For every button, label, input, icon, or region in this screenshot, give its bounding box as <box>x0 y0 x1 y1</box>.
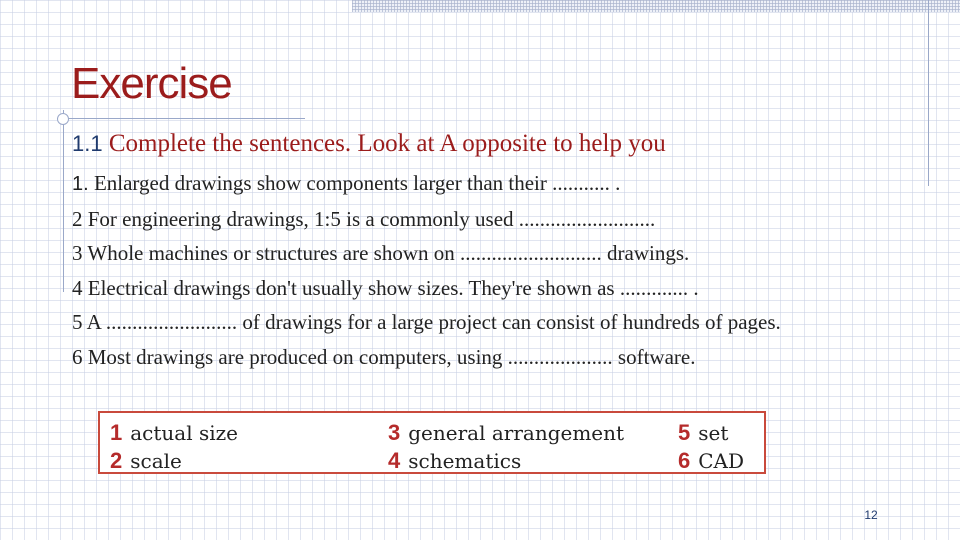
answer-word: CAD <box>698 449 745 473</box>
answer-item <box>110 447 182 475</box>
sentence-text: For engineering drawings, 1:5 is a commonly used .......................... <box>87 206 656 231</box>
left-decoration-line <box>63 110 64 292</box>
sentence-item <box>72 340 781 375</box>
sentence-number: 2 <box>72 206 83 231</box>
answer-word: scale <box>130 449 182 473</box>
sentence-number: 3 <box>72 241 83 266</box>
sentence-number: 1. <box>72 173 89 195</box>
answer-key-box <box>98 411 766 474</box>
sentence-item <box>72 236 781 271</box>
answer-number: 3 <box>388 420 401 445</box>
sentence-text: A ......................... of drawings for a large project can consist of hundreds of pages. <box>86 310 781 335</box>
decoration-circle-icon <box>57 113 69 125</box>
exercise-number: 1.1 <box>72 131 103 156</box>
answer-item <box>110 419 238 447</box>
sentence-number: 4 <box>72 275 83 300</box>
sentence-item <box>72 305 781 340</box>
exercise-instruction-text: Complete the sentences. Look at A opposite to help you <box>108 130 666 157</box>
sentence-number: 5 <box>72 310 83 335</box>
page-number: 12 <box>864 508 878 522</box>
sentence-text: Enlarged drawings show components larger than their ........... . <box>93 171 621 195</box>
answer-item <box>388 447 521 475</box>
title-underline <box>57 118 305 119</box>
answer-word: set <box>698 421 729 445</box>
answer-word: general arrangement <box>408 421 625 445</box>
sentence-item <box>72 202 781 237</box>
answer-number: 5 <box>678 420 691 445</box>
answer-number: 2 <box>110 448 123 473</box>
answer-number: 6 <box>678 448 691 473</box>
answer-number: 1 <box>110 420 123 445</box>
header-decoration-band <box>352 0 960 12</box>
sentence-text: Electrical drawings don't usually show sizes. They're shown as ............. . <box>87 275 699 300</box>
answer-number: 4 <box>388 448 401 473</box>
slide-title: Exercise <box>71 59 232 108</box>
sentence-item <box>72 271 781 306</box>
sentence-text: Whole machines or structures are shown on ........................... drawings. <box>87 241 690 266</box>
exercise-instruction <box>72 128 666 160</box>
answer-word: actual size <box>130 421 239 445</box>
answer-item <box>388 419 624 447</box>
answer-item <box>678 419 728 447</box>
sentence-number: 6 <box>72 344 83 369</box>
right-decoration-line <box>928 0 929 186</box>
sentence-list <box>72 166 781 375</box>
sentence-text: Most drawings are produced on computers, using .................... software. <box>87 344 696 369</box>
answer-item <box>678 447 744 475</box>
answer-word: schematics <box>408 449 522 473</box>
sentence-item <box>72 166 781 202</box>
